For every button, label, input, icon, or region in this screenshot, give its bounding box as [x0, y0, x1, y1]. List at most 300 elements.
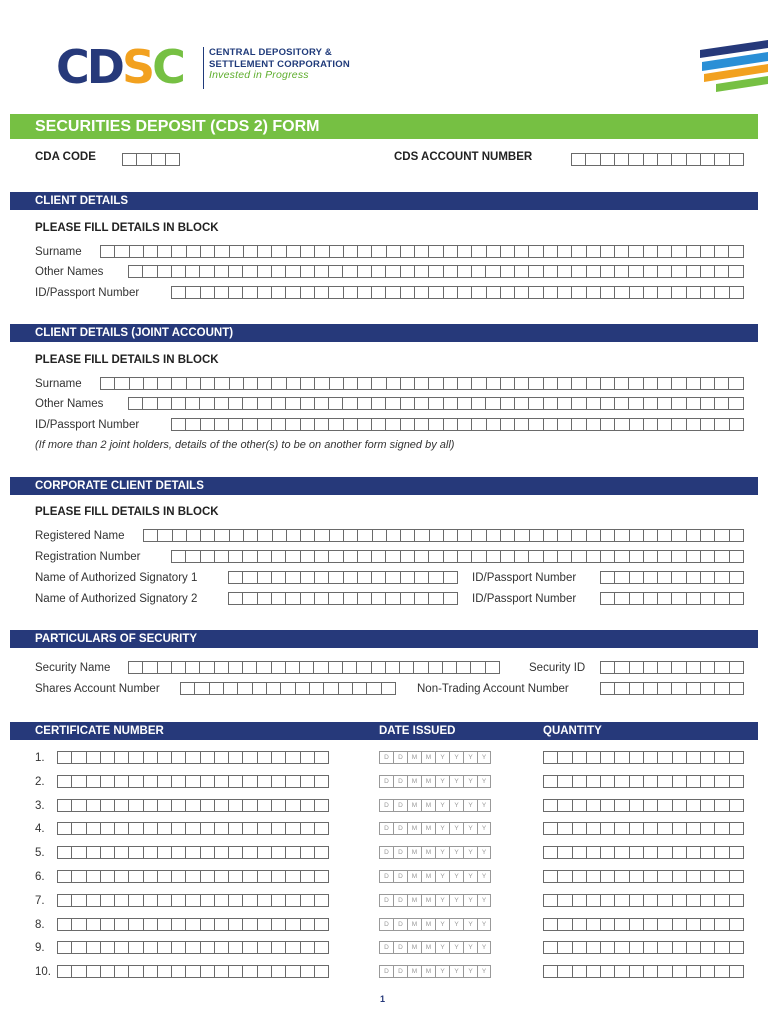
input-cell[interactable] [443, 529, 457, 542]
input-cell[interactable] [285, 775, 299, 788]
input-cell[interactable] [114, 751, 128, 764]
input-cell[interactable] [572, 775, 586, 788]
date-cell[interactable]: Y [463, 894, 477, 907]
input-cell[interactable] [171, 377, 185, 390]
input-cell[interactable] [214, 265, 228, 278]
input-cell[interactable] [657, 571, 671, 584]
input-cell[interactable] [228, 894, 242, 907]
input-cell[interactable] [200, 799, 214, 812]
input-cell[interactable] [700, 822, 714, 835]
cda-code-field[interactable] [122, 153, 180, 166]
input-cell[interactable] [428, 592, 442, 605]
input-cell[interactable] [185, 775, 199, 788]
input-cell[interactable] [385, 397, 399, 410]
input-cell[interactable] [657, 286, 671, 299]
input-cell[interactable] [400, 286, 414, 299]
input-cell[interactable] [86, 870, 100, 883]
input-cell[interactable] [214, 941, 228, 954]
input-cell[interactable] [543, 377, 557, 390]
input-cell[interactable] [356, 661, 370, 674]
input-cell[interactable] [285, 751, 299, 764]
input-cell[interactable] [57, 894, 71, 907]
input-cell[interactable] [185, 846, 199, 859]
input-cell[interactable] [557, 245, 571, 258]
input-cell[interactable] [643, 265, 657, 278]
input-cell[interactable] [671, 592, 685, 605]
date-cell[interactable]: D [379, 775, 393, 788]
input-cell[interactable] [572, 846, 586, 859]
input-cell[interactable] [614, 846, 628, 859]
input-cell[interactable] [614, 799, 628, 812]
input-cell[interactable] [557, 894, 571, 907]
input-cell[interactable] [528, 377, 542, 390]
input-cell[interactable] [86, 822, 100, 835]
input-cell[interactable] [314, 286, 328, 299]
date-cell[interactable]: D [379, 965, 393, 978]
input-cell[interactable] [629, 550, 643, 563]
date-cell[interactable]: M [407, 918, 421, 931]
quantity-field[interactable] [543, 751, 744, 764]
input-cell[interactable] [271, 870, 285, 883]
input-cell[interactable] [657, 894, 671, 907]
input-cell[interactable] [100, 846, 114, 859]
input-cell[interactable] [242, 822, 256, 835]
input-cell[interactable] [86, 894, 100, 907]
input-cell[interactable] [128, 265, 142, 278]
input-cell[interactable] [571, 418, 585, 431]
input-cell[interactable] [729, 682, 744, 695]
input-cell[interactable] [171, 822, 185, 835]
input-cell[interactable] [214, 775, 228, 788]
input-cell[interactable] [629, 799, 643, 812]
input-cell[interactable] [729, 418, 744, 431]
input-cell[interactable] [643, 846, 657, 859]
input-cell[interactable] [114, 846, 128, 859]
cds-account-field[interactable] [571, 153, 744, 166]
input-cell[interactable] [385, 550, 399, 563]
input-cell[interactable] [714, 941, 728, 954]
input-cell[interactable] [228, 397, 242, 410]
input-cell[interactable] [342, 661, 356, 674]
input-cell[interactable] [57, 941, 71, 954]
input-cell[interactable] [185, 894, 199, 907]
input-cell[interactable] [514, 550, 528, 563]
input-cell[interactable] [543, 941, 557, 954]
input-cell[interactable] [629, 661, 643, 674]
input-cell[interactable] [171, 870, 185, 883]
input-cell[interactable] [686, 265, 700, 278]
input-cell[interactable] [629, 918, 643, 931]
input-cell[interactable] [286, 245, 300, 258]
input-cell[interactable] [157, 529, 171, 542]
input-cell[interactable] [242, 775, 256, 788]
input-cell[interactable] [357, 418, 371, 431]
input-cell[interactable] [586, 799, 600, 812]
input-cell[interactable] [300, 377, 314, 390]
input-cell[interactable] [686, 661, 700, 674]
quantity-field[interactable] [543, 941, 744, 954]
input-cell[interactable] [151, 153, 165, 166]
input-cell[interactable] [128, 799, 142, 812]
input-cell[interactable] [643, 682, 657, 695]
input-cell[interactable] [700, 965, 714, 978]
date-cell[interactable]: D [393, 775, 407, 788]
date-cell[interactable]: Y [435, 751, 449, 764]
input-cell[interactable] [100, 941, 114, 954]
input-cell[interactable] [729, 775, 744, 788]
input-cell[interactable] [100, 377, 114, 390]
input-cell[interactable] [700, 870, 714, 883]
input-cell[interactable] [600, 286, 614, 299]
input-cell[interactable] [257, 846, 271, 859]
date-cell[interactable]: M [421, 918, 435, 931]
date-cell[interactable]: Y [449, 846, 463, 859]
input-cell[interactable] [371, 418, 385, 431]
input-cell[interactable] [457, 265, 471, 278]
date-cell[interactable]: M [407, 799, 421, 812]
input-cell[interactable] [271, 571, 285, 584]
input-cell[interactable] [143, 846, 157, 859]
input-cell[interactable] [357, 265, 371, 278]
input-cell[interactable] [343, 550, 357, 563]
input-cell[interactable] [714, 894, 728, 907]
input-cell[interactable] [657, 265, 671, 278]
input-cell[interactable] [714, 918, 728, 931]
input-cell[interactable] [714, 245, 728, 258]
input-cell[interactable] [686, 245, 700, 258]
input-cell[interactable] [428, 397, 442, 410]
date-cell[interactable]: M [421, 870, 435, 883]
input-cell[interactable] [228, 870, 242, 883]
input-cell[interactable] [600, 751, 614, 764]
input-cell[interactable] [228, 571, 242, 584]
input-cell[interactable] [243, 377, 257, 390]
input-cell[interactable] [614, 775, 628, 788]
input-cell[interactable] [257, 265, 271, 278]
date-cell[interactable]: Y [449, 822, 463, 835]
input-cell[interactable] [371, 397, 385, 410]
input-cell[interactable] [285, 918, 299, 931]
input-cell[interactable] [357, 571, 371, 584]
input-cell[interactable] [385, 418, 399, 431]
input-cell[interactable] [643, 799, 657, 812]
input-cell[interactable] [671, 397, 685, 410]
input-cell[interactable] [242, 941, 256, 954]
input-cell[interactable] [628, 153, 642, 166]
input-cell[interactable] [672, 822, 686, 835]
input-cell[interactable] [572, 918, 586, 931]
input-cell[interactable] [313, 661, 327, 674]
input-cell[interactable] [543, 550, 557, 563]
input-cell[interactable] [514, 377, 528, 390]
input-cell[interactable] [100, 918, 114, 931]
input-cell[interactable] [229, 377, 243, 390]
input-cell[interactable] [471, 265, 485, 278]
date-cell[interactable]: D [393, 870, 407, 883]
input-cell[interactable] [171, 286, 185, 299]
input-cell[interactable] [543, 918, 557, 931]
input-cell[interactable] [343, 286, 357, 299]
input-cell[interactable] [500, 377, 514, 390]
date-cell[interactable]: M [407, 894, 421, 907]
input-cell[interactable] [643, 245, 657, 258]
input-cell[interactable] [357, 377, 371, 390]
date-cell[interactable]: D [379, 751, 393, 764]
input-cell[interactable] [400, 529, 414, 542]
date-cell[interactable]: Y [435, 822, 449, 835]
input-cell[interactable] [285, 822, 299, 835]
input-cell[interactable] [285, 265, 299, 278]
input-cell[interactable] [200, 286, 214, 299]
input-cell[interactable] [386, 245, 400, 258]
input-cell[interactable] [86, 941, 100, 954]
input-cell[interactable] [271, 822, 285, 835]
input-cell[interactable] [500, 265, 514, 278]
input-cell[interactable] [629, 529, 643, 542]
input-cell[interactable] [514, 245, 528, 258]
input-cell[interactable] [614, 377, 628, 390]
input-cell[interactable] [242, 894, 256, 907]
input-cell[interactable] [600, 941, 614, 954]
input-cell[interactable] [400, 571, 414, 584]
input-cell[interactable] [214, 245, 228, 258]
input-cell[interactable] [700, 153, 714, 166]
date-cell[interactable]: Y [435, 870, 449, 883]
input-cell[interactable] [271, 592, 285, 605]
input-cell[interactable] [343, 418, 357, 431]
input-cell[interactable] [614, 245, 628, 258]
input-cell[interactable] [343, 245, 357, 258]
input-cell[interactable] [142, 265, 156, 278]
input-cell[interactable] [228, 550, 242, 563]
input-cell[interactable] [600, 245, 614, 258]
input-cell[interactable] [300, 286, 314, 299]
input-cell[interactable] [143, 918, 157, 931]
input-cell[interactable] [586, 377, 600, 390]
input-cell[interactable] [672, 941, 686, 954]
input-cell[interactable] [386, 377, 400, 390]
input-cell[interactable] [672, 870, 686, 883]
input-cell[interactable] [128, 846, 142, 859]
input-cell[interactable] [600, 265, 614, 278]
input-cell[interactable] [428, 550, 442, 563]
date-cell[interactable]: D [393, 941, 407, 954]
input-cell[interactable] [114, 245, 128, 258]
input-cell[interactable] [614, 965, 628, 978]
input-cell[interactable] [157, 799, 171, 812]
input-cell[interactable] [543, 245, 557, 258]
input-cell[interactable] [214, 870, 228, 883]
input-cell[interactable] [557, 822, 571, 835]
input-cell[interactable] [214, 751, 228, 764]
input-cell[interactable] [643, 661, 657, 674]
input-cell[interactable] [671, 153, 685, 166]
input-cell[interactable] [443, 265, 457, 278]
input-cell[interactable] [57, 751, 71, 764]
input-cell[interactable] [557, 377, 571, 390]
input-cell[interactable] [200, 870, 214, 883]
date-issued-field[interactable] [379, 775, 491, 788]
input-cell[interactable] [672, 846, 686, 859]
input-cell[interactable] [142, 397, 156, 410]
input-cell[interactable] [600, 822, 614, 835]
input-cell[interactable] [257, 822, 271, 835]
input-cell[interactable] [672, 965, 686, 978]
input-cell[interactable] [686, 682, 700, 695]
input-cell[interactable] [300, 529, 314, 542]
input-cell[interactable] [371, 286, 385, 299]
input-cell[interactable] [486, 377, 500, 390]
input-cell[interactable] [672, 799, 686, 812]
date-cell[interactable]: M [407, 775, 421, 788]
input-cell[interactable] [700, 550, 714, 563]
input-cell[interactable] [657, 751, 671, 764]
input-cell[interactable] [57, 846, 71, 859]
input-cell[interactable] [171, 751, 185, 764]
input-cell[interactable] [714, 377, 728, 390]
input-cell[interactable] [457, 377, 471, 390]
input-cell[interactable] [500, 286, 514, 299]
input-cell[interactable] [228, 941, 242, 954]
input-cell[interactable] [86, 775, 100, 788]
input-cell[interactable] [143, 245, 157, 258]
input-cell[interactable] [643, 286, 657, 299]
input-cell[interactable] [614, 941, 628, 954]
input-cell[interactable] [300, 245, 314, 258]
input-cell[interactable] [143, 941, 157, 954]
input-cell[interactable] [342, 397, 356, 410]
input-cell[interactable] [643, 751, 657, 764]
input-cell[interactable] [486, 245, 500, 258]
input-cell[interactable] [600, 870, 614, 883]
date-cell[interactable]: Y [449, 941, 463, 954]
input-cell[interactable] [600, 529, 614, 542]
input-cell[interactable] [657, 153, 671, 166]
input-cell[interactable] [700, 799, 714, 812]
input-cell[interactable] [257, 965, 271, 978]
input-cell[interactable] [143, 377, 157, 390]
input-cell[interactable] [586, 550, 600, 563]
input-cell[interactable] [586, 822, 600, 835]
input-cell[interactable] [485, 397, 499, 410]
other-names-field[interactable] [128, 265, 744, 278]
date-cell[interactable]: Y [463, 751, 477, 764]
input-cell[interactable] [729, 965, 744, 978]
input-cell[interactable] [165, 153, 180, 166]
input-cell[interactable] [257, 245, 271, 258]
input-cell[interactable] [700, 571, 714, 584]
input-cell[interactable] [214, 965, 228, 978]
input-cell[interactable] [500, 397, 514, 410]
input-cell[interactable] [700, 265, 714, 278]
input-cell[interactable] [271, 245, 285, 258]
input-cell[interactable] [600, 682, 614, 695]
input-cell[interactable] [672, 918, 686, 931]
input-cell[interactable] [271, 286, 285, 299]
input-cell[interactable] [357, 397, 371, 410]
input-cell[interactable] [271, 550, 285, 563]
input-cell[interactable] [686, 941, 700, 954]
input-cell[interactable] [242, 799, 256, 812]
input-cell[interactable] [314, 751, 329, 764]
input-cell[interactable] [557, 918, 571, 931]
input-cell[interactable] [171, 661, 185, 674]
date-issued-field[interactable] [379, 965, 491, 978]
input-cell[interactable] [614, 286, 628, 299]
input-cell[interactable] [157, 822, 171, 835]
input-cell[interactable] [128, 661, 142, 674]
input-cell[interactable] [100, 245, 114, 258]
date-cell[interactable]: Y [477, 918, 491, 931]
input-cell[interactable] [214, 846, 228, 859]
input-cell[interactable] [543, 822, 557, 835]
date-cell[interactable]: Y [463, 965, 477, 978]
input-cell[interactable] [243, 245, 257, 258]
input-cell[interactable] [100, 870, 114, 883]
input-cell[interactable] [214, 377, 228, 390]
input-cell[interactable] [171, 245, 185, 258]
input-cell[interactable] [700, 751, 714, 764]
input-cell[interactable] [171, 418, 185, 431]
date-issued-field[interactable] [379, 894, 491, 907]
input-cell[interactable] [728, 377, 743, 390]
quantity-field[interactable] [543, 822, 744, 835]
input-cell[interactable] [171, 265, 185, 278]
date-cell[interactable]: Y [477, 965, 491, 978]
date-issued-field[interactable] [379, 870, 491, 883]
input-cell[interactable] [271, 418, 285, 431]
input-cell[interactable] [329, 529, 343, 542]
input-cell[interactable] [185, 941, 199, 954]
date-cell[interactable]: D [379, 822, 393, 835]
input-cell[interactable] [657, 592, 671, 605]
input-cell[interactable] [557, 751, 571, 764]
input-cell[interactable] [200, 775, 214, 788]
input-cell[interactable] [614, 751, 628, 764]
input-cell[interactable] [443, 397, 457, 410]
input-cell[interactable] [237, 682, 251, 695]
input-cell[interactable] [600, 397, 614, 410]
input-cell[interactable] [328, 418, 342, 431]
id-passport1-field[interactable] [600, 571, 744, 584]
date-cell[interactable]: Y [463, 846, 477, 859]
input-cell[interactable] [714, 571, 728, 584]
input-cell[interactable] [528, 286, 542, 299]
input-cell[interactable] [86, 799, 100, 812]
input-cell[interactable] [414, 245, 428, 258]
input-cell[interactable] [228, 846, 242, 859]
input-cell[interactable] [586, 397, 600, 410]
input-cell[interactable] [657, 245, 671, 258]
input-cell[interactable] [300, 941, 314, 954]
input-cell[interactable] [171, 397, 185, 410]
date-cell[interactable]: Y [449, 751, 463, 764]
security-id-field[interactable] [600, 661, 744, 674]
input-cell[interactable] [228, 592, 242, 605]
input-cell[interactable] [143, 870, 157, 883]
input-cell[interactable] [686, 418, 700, 431]
date-cell[interactable]: Y [463, 775, 477, 788]
input-cell[interactable] [309, 682, 323, 695]
input-cell[interactable] [329, 245, 343, 258]
input-cell[interactable] [100, 822, 114, 835]
input-cell[interactable] [428, 245, 442, 258]
input-cell[interactable] [686, 592, 700, 605]
input-cell[interactable] [557, 941, 571, 954]
input-cell[interactable] [314, 894, 329, 907]
input-cell[interactable] [185, 418, 199, 431]
input-cell[interactable] [557, 529, 571, 542]
